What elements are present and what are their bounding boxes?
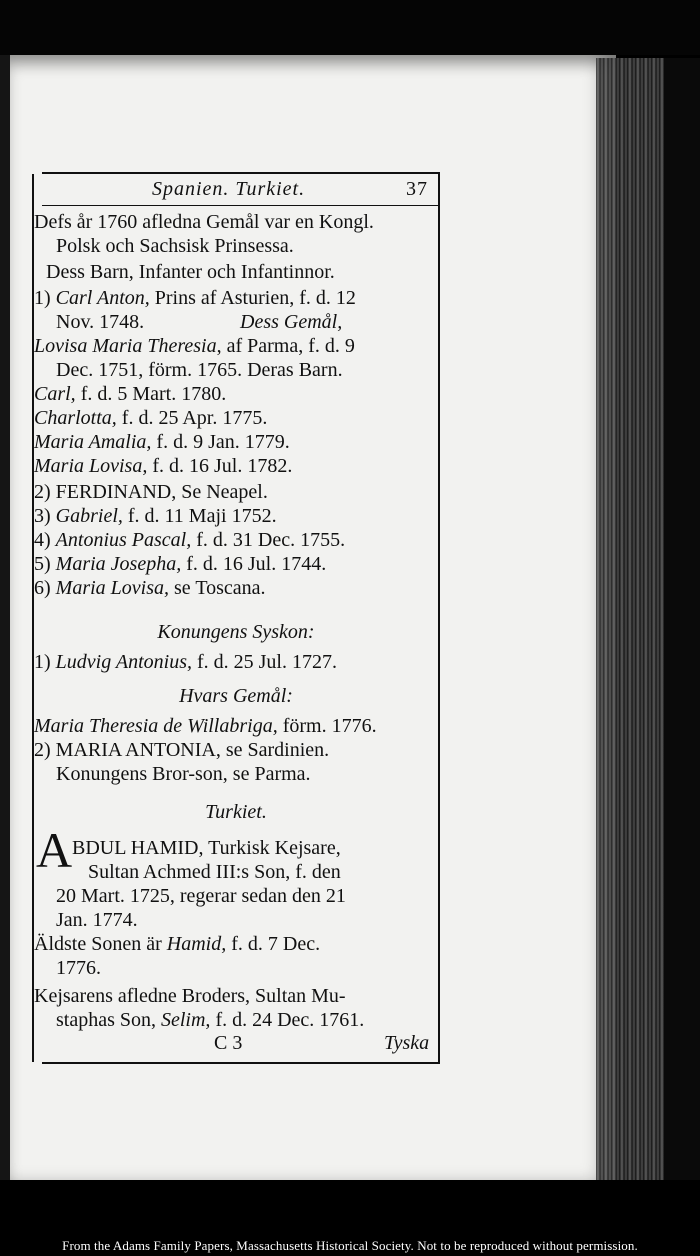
running-head-title: Spanien. Turkiet. [152,178,306,200]
text-line: 3) Gabriel, f. d. 11 Maji 1752. [34,505,277,527]
frame-rule-under-head [42,205,440,206]
page-left-edge [0,55,10,1185]
page-number: 37 [406,178,428,200]
text-line: 5) Maria Josepha, f. d. 16 Jul. 1744. [34,553,327,575]
text-line: Nov. 1748. [56,311,145,333]
text-line: Konungens Bror-son, se Parma. [56,763,311,785]
running-head [112,176,432,204]
copyright-footer: From the Adams Family Papers, Massachusetts Historical Society. Not to be reproduced without permission. [62,1238,638,1253]
text-line: Dec. 1751, förm. 1765. Deras Barn. [56,359,343,381]
text-line: Dess Gemål, [240,311,343,333]
text-line: 4) Antonius Pascal, f. d. 31 Dec. 1755. [34,529,346,551]
text-line: Äldste Sonen är Hamid, f. d. 7 Dec. [34,933,321,955]
text-line: 6) Maria Lovisa, se Toscana. [34,577,266,599]
text-line: 1) Ludvig Antonius, f. d. 25 Jul. 1727. [34,651,337,673]
text-line: Polsk och Sachsisk Prinsessa. [56,235,294,257]
scan-background-top [0,0,700,55]
page-stack-edges [596,58,664,1186]
text-line: Maria Theresia de Willabriga, förm. 1776. [34,715,377,737]
text-line: Sultan Achmed III:s Son, f. den [88,861,341,883]
signature-mark: C 3 [214,1032,243,1054]
text-line: Defs år 1760 afledna Gemål var en Kongl. [34,211,374,233]
frame-rule-top [42,172,440,174]
section-heading: Hvars Gemål: [179,685,293,707]
catchword: Tyska [384,1032,430,1054]
text-line: 2) FERDINAND, Se Neapel. [34,481,268,503]
text-line: Carl, f. d. 5 Mart. 1780. [34,383,227,405]
text-line: Jan. 1774. [56,909,138,931]
text-line: 1) Carl Anton, Prins af Asturien, f. d. 12 [34,287,356,309]
text-line: Lovisa Maria Theresia, af Parma, f. d. 9 [34,335,355,357]
frame-rule-right [438,174,440,1062]
text-line: 1776. [56,957,101,979]
section-heading: Turkiet. [205,801,267,823]
text-line: Charlotta, f. d. 25 Apr. 1775. [34,407,268,429]
frame-rule-bottom [42,1062,440,1064]
text-line: staphas Son, Selim, f. d. 24 Dec. 1761. [56,1009,365,1031]
text-line: Dess Barn, Infanter och Infantinnor. [46,261,335,283]
text-line: 2) MARIA ANTONIA, se Sardinien. [34,739,330,761]
text-line: BDUL HAMID, Turkisk Kejsare, [72,837,341,859]
section-heading: Konungens Syskon: [157,621,315,643]
text-line: Maria Amalia, f. d. 9 Jan. 1779. [34,431,290,453]
text-line: Kejsarens afledne Broders, Sultan Mu- [34,985,346,1007]
book-spine-shadow [664,58,700,1186]
drop-cap: A [36,822,73,878]
text-line: 20 Mart. 1725, regerar sedan den 21 [56,885,346,907]
text-line: Maria Lovisa, f. d. 16 Jul. 1782. [34,455,293,477]
